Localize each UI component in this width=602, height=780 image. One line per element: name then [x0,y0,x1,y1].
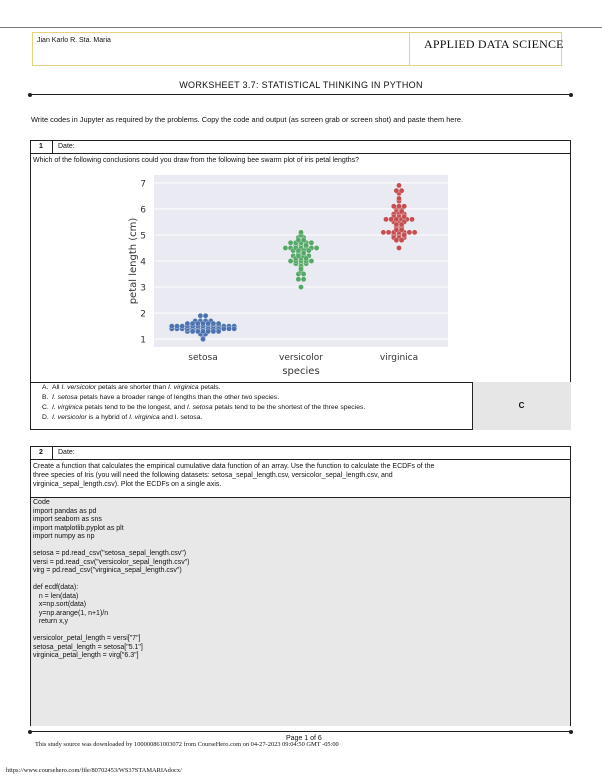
course-title: APPLIED DATA SCIENCE [424,37,564,51]
y-tick-label: 6 [140,205,146,216]
question-2-line: virginica_sepal_length.csv). Plot the ECDFs on a single axis. [33,481,222,488]
code-line [33,627,190,636]
swarm-point [399,238,404,243]
worksheet-title: WORKSHEET 3.7: STATISTICAL THINKING IN PYTHON [179,80,423,90]
swarm-point [396,245,401,250]
y-tick-label: 1 [140,335,146,346]
swarm-point [298,284,303,289]
swarm-point [190,321,195,326]
code-line: n = len(data) [33,592,79,600]
swarm-point [203,313,208,318]
swarm-point [306,248,311,253]
swarm-point [169,324,174,329]
y-tick-label: 3 [140,283,146,294]
swarm-point [226,326,231,331]
swarm-point [180,324,185,329]
swarm-point [301,277,306,282]
swarm-point [396,196,401,201]
question-2-header-row [30,446,571,460]
swarm-point [198,313,203,318]
header-divider [409,32,410,66]
swarm-point [394,238,399,243]
swarm-point [288,258,293,263]
swarm-point [296,248,301,253]
question-2-number: 2 [39,449,43,456]
code-line [33,576,190,585]
footer-dot-left [28,730,32,734]
swarm-point [195,321,200,326]
swarm-point [407,230,412,235]
y-tick-label: 2 [140,309,146,320]
swarm-point [298,266,303,271]
title-separator [30,94,571,95]
code-line: Code [33,499,50,506]
question-1-text: Which of the following conclusions could you draw from the following bee swarm plot of iris petal lengths? [33,157,360,164]
question-2-number-divider [52,446,53,460]
code-line: versicolor_petal_length = versi["7"] [33,635,141,642]
question-1-number: 1 [39,143,43,150]
swarm-point [399,188,404,193]
swarm-point [190,329,195,334]
swarm-point [394,188,399,193]
code-line: x=np.sort(data) [33,601,87,608]
page-number: Page 1 of 6 [286,735,322,742]
swarm-point [381,230,386,235]
swarm-point [304,243,309,248]
swarm-point [185,321,190,326]
source-url: https://www.coursehero.com/file/80702453/WS37STAMARIAdocx/ [6,767,182,774]
swarm-point [216,321,221,326]
answer-text: C [518,401,525,410]
code-line: import pandas as pd [33,507,97,515]
x-axis-label: species [282,366,320,377]
code-line: import numpy as np [33,533,95,540]
swarm-point [221,326,226,331]
swarm-point [314,245,319,250]
question-1-header-row [30,140,571,154]
code-block [33,499,190,661]
swarm-point [211,329,216,334]
separator-dot-left [28,93,32,97]
swarm-point [399,227,404,232]
swarm-point [396,183,401,188]
swarm-point [394,222,399,227]
question-2-line: three species of Iris (you will need the following datasets: setosa_sepal_length.csv, versicolor_sepal_length.csv, and [33,472,393,479]
swarm-point [211,321,216,326]
swarm-point [301,251,306,256]
y-tick-label: 4 [140,257,146,268]
swarm-point [296,277,301,282]
code-line: setosa = pd.read_csv("setosa_sepal_length.csv") [33,550,187,557]
swarm-point [409,217,414,222]
code-line: versi = pd.read_csv("versicolor_sepal_length.csv") [33,558,190,566]
swarm-point [399,209,404,214]
code-line: return x,y [33,618,69,625]
swarm-point [402,232,407,237]
swarm-point [386,230,391,235]
code-line: y=np.arange(1, n+1)/n [33,609,109,617]
swarm-point [296,253,301,258]
swarm-point [216,329,221,334]
instructions: Write codes in Jupyter as required by the problems. Copy the code and output (as screen grab or screen shot) and paste them here. [31,115,464,124]
x-tick-label: virginica [379,353,419,363]
code-line: import matplotlib.pyplot as plt [33,524,124,532]
swarm-point [283,245,288,250]
y-axis-label: petal length (cm) [128,217,139,305]
choice-d: D. I. versicolor is a hybrid of I. virginica and I. setosa. [42,414,203,421]
swarm-point [412,230,417,235]
swarm-point [399,222,404,227]
code-line: virg = pd.read_csv("virginica_sepal_length.csv") [33,567,182,574]
choices-list [42,383,365,423]
swarm-point [301,238,306,243]
footer-dot-right [569,730,573,734]
x-tick-label: versicolor [279,353,323,363]
code-line: def ecdf(data): [33,584,79,591]
swarm-point [309,258,314,263]
swarm-point [200,329,205,334]
swarm-point [304,256,309,261]
swarm-point [298,230,303,235]
y-tick-label: 7 [140,179,146,190]
code-line: import seaborn as sns [33,516,102,523]
swarm-point [389,217,394,222]
beeswarm-chart [120,170,460,380]
code-line [33,542,190,551]
y-tick-label: 5 [140,231,146,242]
source-notice: This study source was downloaded by 100000861003072 from CourseHero.com on 04-27-2023 09:04:50 GMT -05:00 [35,741,339,748]
swarm-point [301,271,306,276]
swarm-point [200,337,205,342]
code-line: virginica_petal_length = virg["6.3"] [33,652,139,659]
question-2-date-label: Date: [58,449,75,456]
question-1-number-divider [52,140,53,154]
choice-b: B. I. setosa petals have a broader range of lengths than the other two species. [42,394,280,401]
swarm-point [296,238,301,243]
separator-dot-right [569,93,573,97]
swarm-point [402,214,407,219]
swarm-point [383,217,388,222]
author-name: Jian Karlo R. Sta. Maria [37,37,111,44]
choice-a: A. All I. versicolor petals are shorter than I. virginica petals. [42,384,221,391]
choice-c: C. I. virginica petals tend to be the longest, and I. setosa petals tend to be the shortest of the three species. [42,404,366,411]
swarm-point [402,204,407,209]
swarm-point [174,324,179,329]
swarm-point [391,204,396,209]
code-line: setosa_petal_length = setosa["5.1"] [33,643,143,651]
top-rule [0,27,602,28]
question-2-text [33,462,434,489]
swarm-point [394,227,399,232]
swarm-point [288,240,293,245]
swarm-point [206,329,211,334]
swarm-point [206,321,211,326]
x-tick-label: setosa [188,353,218,363]
question-1-date-label: Date: [58,143,75,150]
swarm-point [232,326,237,331]
swarm-point [200,321,205,326]
footer-separator [30,731,571,732]
swarm-point [394,217,399,222]
swarm-point [396,204,401,209]
question-2-line: Create a function that calculates the empirical cumulative data function of an array. Use the function to calculate the ECDFs of the [33,463,435,470]
swarm-point [195,329,200,334]
swarm-point [309,240,314,245]
